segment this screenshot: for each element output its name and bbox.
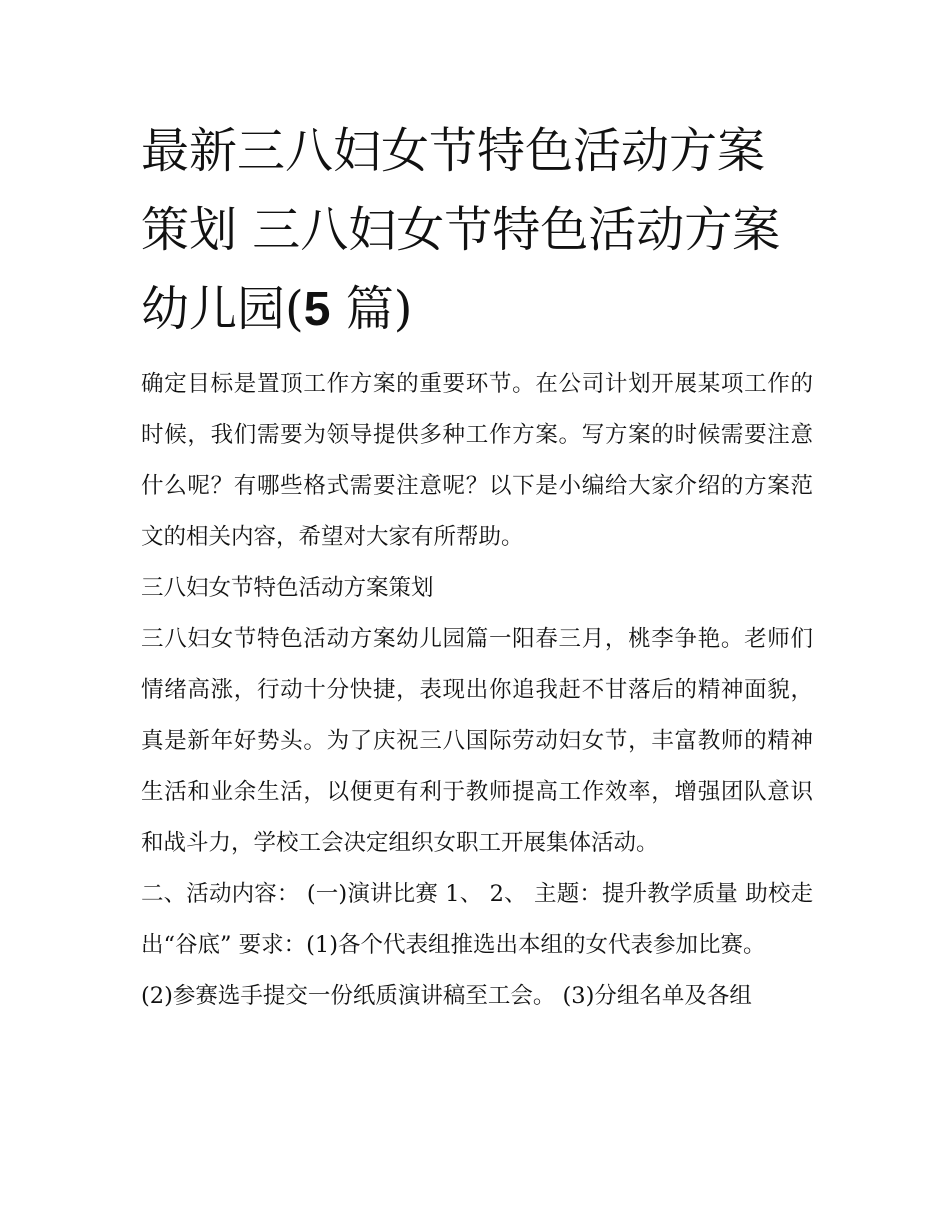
requirements-paragraph: (2)参赛选手提交一份纸质演讲稿至工会。 (3)分组名单及各组 (141, 983, 752, 1009)
body-paragraph: 三八妇女节特色活动方案幼儿园篇一阳春三月，桃李争艳。老师们情绪高涨，行动十分快捷，表现出你追我赶不甘落后的精神面貌，真是新年好势头。为了庆祝三八国际劳动妇女节，丰富教师的精神生活和业余生活，以便更有利于教师提高工作效率，增强团队意识和战斗力，学校工会决定组织女职工开展集体活动。 (141, 626, 813, 856)
intro-paragraph: 确定目标是置顶工作方案的重要环节。在公司计划开展某项工作的时候，我们需要为领导提供多种工作方案。写方案的时候需要注意什么呢？有哪些格式需要注意呢？以下是小编给大家介绍的方案范文的相关内容，希望对大家有所帮助。 (141, 371, 813, 550)
document-title (141, 112, 813, 349)
title-line-3-suffix: 篇) (330, 281, 413, 337)
title-line-2: 策划 三八妇女节特色活动方案 (141, 202, 781, 258)
document-body (141, 112, 813, 1022)
document-paragraphs (141, 359, 813, 1022)
title-line-1: 最新三八妇女节特色活动方案 (141, 123, 766, 179)
title-line-3-prefix: 幼儿园( (141, 281, 304, 337)
section-heading: 三八妇女节特色活动方案策划 (141, 575, 434, 601)
title-line-3-number: 5 (303, 283, 331, 336)
activity-content-paragraph: 二、活动内容： (一)演讲比赛 1、 2、 主题：提升教学质量 助校走出“谷底” 要求：(1)各个代表组推选出本组的女代表参加比赛。 (141, 881, 813, 958)
